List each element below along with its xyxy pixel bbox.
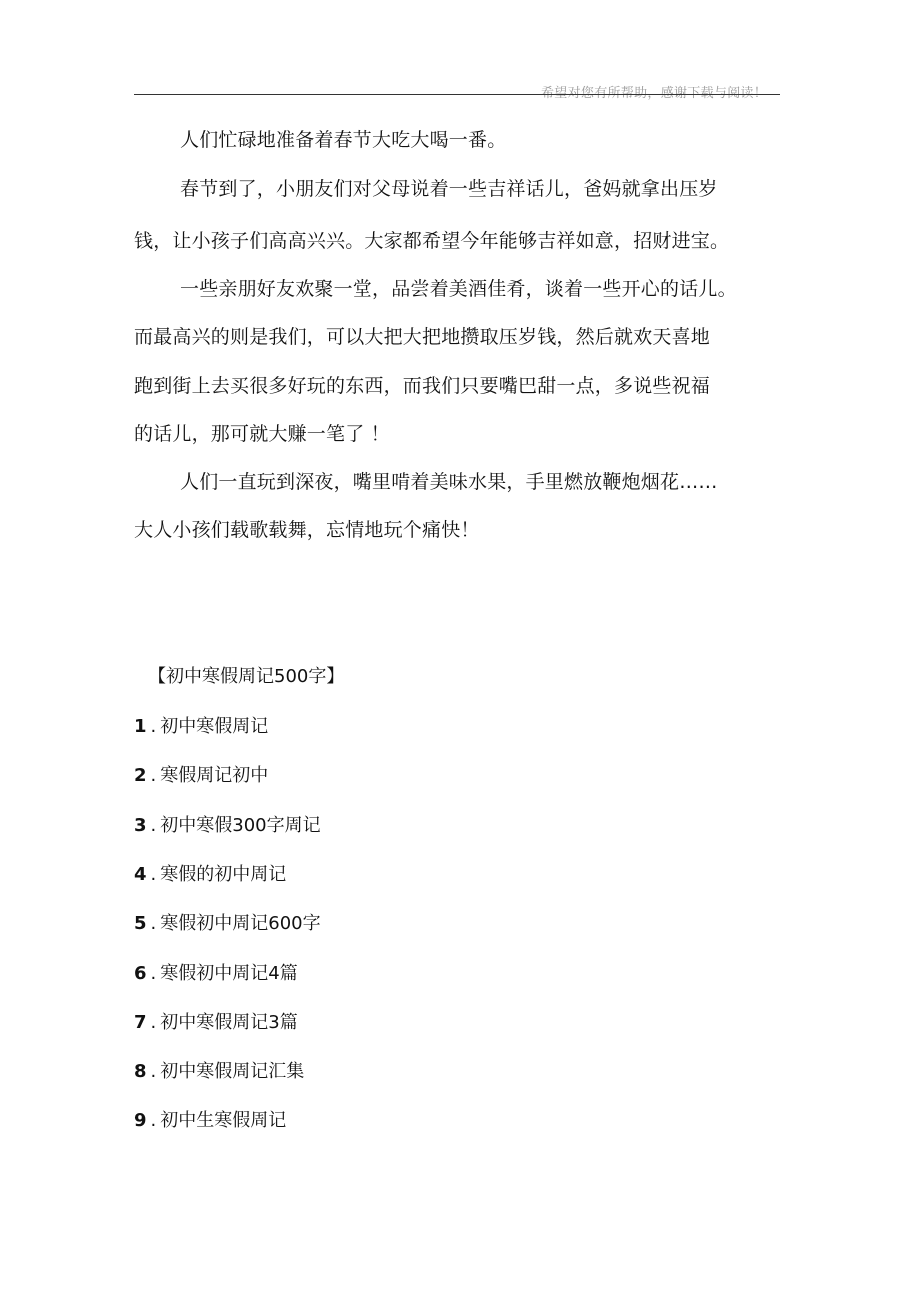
list-item-number: 7 bbox=[134, 1012, 147, 1033]
list-item-text: 寒假的初中周记 bbox=[160, 864, 287, 885]
list-item: 9 . 初中生寒假周记 bbox=[134, 1110, 287, 1131]
list-item-text: 初中寒假周记3篇 bbox=[160, 1012, 298, 1033]
list-item: 4 . 寒假的初中周记 bbox=[134, 864, 287, 885]
list-item: 8 . 初中寒假周记汇集 bbox=[134, 1061, 305, 1082]
paragraph-line: 人们忙碌地准备着春节大吃大喝一番。 bbox=[180, 129, 507, 151]
header-divider bbox=[134, 94, 780, 95]
list-item: 5 . 寒假初中周记600字 bbox=[134, 913, 321, 934]
list-item-text: 寒假周记初中 bbox=[160, 765, 269, 786]
list-item-text: 初中寒假300字周记 bbox=[160, 815, 321, 836]
paragraph-line: 人们一直玩到深夜，嘴里啃着美味水果，手里燃放鞭炮烟花…… bbox=[180, 471, 718, 493]
list-item-number: 5 bbox=[134, 913, 147, 934]
list-item-number: 4 bbox=[134, 864, 147, 885]
list-item-number: 8 bbox=[134, 1061, 147, 1082]
list-item-text: 寒假初中周记600字 bbox=[160, 913, 321, 934]
paragraph-line: 跑到街上去买很多好玩的东西，而我们只要嘴巴甜一点，多说些祝福 bbox=[134, 375, 711, 397]
list-item: 6 . 寒假初中周记4篇 bbox=[134, 963, 298, 984]
page-header-text: 希望对您有所帮助，感谢下载与阅读！ bbox=[541, 86, 768, 101]
paragraph-line: 大人小孩们载歌载舞，忘情地玩个痛快！ bbox=[134, 519, 480, 541]
list-item: 1 . 初中寒假周记 bbox=[134, 716, 269, 737]
paragraph-line: 春节到了，小朋友们对父母说着一些吉祥话儿，爸妈就拿出压岁 bbox=[180, 178, 718, 200]
list-item-text: 初中生寒假周记 bbox=[160, 1110, 287, 1131]
list-item: 2 . 寒假周记初中 bbox=[134, 765, 269, 786]
list-item: 3 . 初中寒假300字周记 bbox=[134, 815, 321, 836]
list-item-number: 1 bbox=[134, 716, 147, 737]
list-item-text: 初中寒假周记汇集 bbox=[160, 1061, 305, 1082]
paragraph-line: 而最高兴的则是我们，可以大把大把地攒取压岁钱，然后就欢天喜地 bbox=[134, 326, 711, 348]
list-item-text: 寒假初中周记4篇 bbox=[160, 963, 298, 984]
list-item: 7 . 初中寒假周记3篇 bbox=[134, 1012, 298, 1033]
list-item-number: 3 bbox=[134, 815, 147, 836]
paragraph-line: 的话儿，那可就大赚一笔了 ！ bbox=[134, 423, 390, 445]
list-item-number: 2 bbox=[134, 765, 147, 786]
list-item-text: 初中寒假周记 bbox=[160, 716, 269, 737]
paragraph-line: 一些亲朋好友欢聚一堂，品尝着美酒佳肴，谈着一些开心的话儿。 bbox=[180, 278, 737, 300]
paragraph-line: 钱，让小孩子们高高兴兴。大家都希望今年能够吉祥如意，招财进宝。 bbox=[134, 230, 730, 252]
list-item-number: 6 bbox=[134, 963, 147, 984]
list-heading: 【初中寒假周记500字】 bbox=[148, 666, 345, 687]
list-item-number: 9 bbox=[134, 1110, 147, 1131]
